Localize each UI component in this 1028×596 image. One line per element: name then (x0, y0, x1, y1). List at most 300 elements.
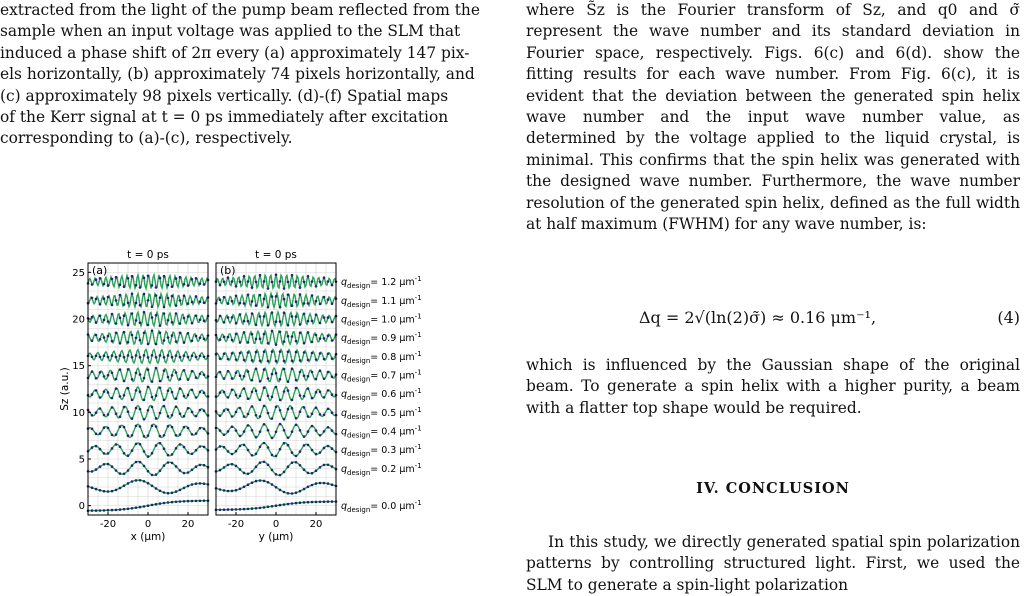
data-point (115, 299, 118, 302)
data-point (243, 331, 246, 334)
data-point (123, 331, 126, 334)
data-point (91, 356, 94, 359)
data-point (195, 277, 198, 280)
data-point (303, 302, 306, 305)
data-point (259, 461, 262, 464)
data-point (275, 320, 278, 323)
data-point (303, 395, 306, 398)
data-point (203, 409, 206, 412)
data-point (159, 435, 162, 438)
data-point (259, 294, 262, 297)
data-point (235, 489, 238, 492)
data-point (323, 414, 326, 417)
data-point (251, 333, 254, 336)
data-point (287, 324, 290, 327)
data-point (163, 312, 166, 315)
data-point (319, 369, 322, 372)
data-point (103, 297, 106, 300)
data-point (227, 450, 230, 453)
data-point (187, 485, 190, 488)
data-point (275, 386, 278, 389)
data-point (111, 354, 114, 357)
data-point (295, 491, 298, 494)
data-point (251, 470, 254, 473)
data-point (91, 297, 94, 300)
data-point (283, 442, 286, 445)
data-point (135, 407, 138, 410)
data-point (131, 399, 134, 402)
data-point (243, 359, 246, 362)
data-point (287, 293, 290, 296)
data-point (295, 417, 298, 420)
data-point (263, 461, 266, 464)
right-column-conclusion (526, 532, 1020, 596)
data-point (315, 453, 318, 456)
data-point (187, 407, 190, 410)
data-point (95, 377, 98, 380)
data-point (299, 394, 302, 397)
data-point (263, 506, 266, 509)
data-point (99, 277, 102, 280)
data-point (311, 294, 314, 297)
data-point (131, 312, 134, 315)
data-point (327, 389, 330, 392)
data-point (95, 355, 98, 358)
data-point (195, 295, 198, 298)
data-point (155, 314, 158, 317)
data-point (171, 453, 174, 456)
data-point (143, 293, 146, 296)
data-point (107, 509, 110, 512)
data-point (143, 435, 146, 438)
data-point (279, 409, 282, 412)
data-point (247, 413, 250, 416)
data-point (163, 502, 166, 505)
data-point (127, 341, 130, 344)
right-column (526, 0, 1020, 235)
data-point (279, 399, 282, 402)
data-point (191, 301, 194, 304)
data-point (107, 490, 110, 493)
data-point (147, 324, 150, 327)
data-point (307, 501, 310, 504)
data-point (103, 336, 106, 339)
data-point (203, 283, 206, 286)
data-point (163, 356, 166, 359)
data-point (183, 426, 186, 429)
y-axis-label: Sz (a.u.) (59, 367, 71, 411)
data-point (295, 351, 298, 354)
data-point (287, 408, 290, 411)
data-point (283, 491, 286, 494)
data-point (191, 500, 194, 503)
data-point (271, 437, 274, 440)
data-point (307, 387, 310, 390)
data-point (307, 472, 310, 475)
data-point (195, 314, 198, 317)
data-point (175, 312, 178, 315)
caption-line: induced a phase shift of 2π every (a) approximately 147 pix- (0, 43, 470, 62)
data-point (163, 275, 166, 278)
y-tick-label: 15 (72, 361, 85, 373)
data-point (287, 444, 290, 447)
data-point (119, 395, 122, 398)
data-point (327, 334, 330, 337)
data-point (127, 368, 130, 371)
data-point (131, 334, 134, 337)
data-point (315, 391, 318, 394)
data-point (155, 487, 158, 490)
data-point (95, 321, 98, 324)
data-point (303, 281, 306, 284)
data-point (295, 315, 298, 318)
data-point (299, 359, 302, 362)
data-point (167, 376, 170, 379)
data-point (327, 408, 330, 411)
data-point (227, 430, 230, 433)
data-point (199, 427, 202, 430)
data-point (223, 336, 226, 339)
data-point (311, 320, 314, 323)
data-point (167, 425, 170, 428)
data-point (151, 504, 154, 507)
data-point (239, 352, 242, 355)
data-point (275, 273, 278, 276)
data-point (319, 281, 322, 284)
data-point (111, 397, 114, 400)
data-point (303, 406, 306, 409)
data-point (219, 445, 222, 448)
data-point (195, 465, 198, 468)
data-point (115, 387, 118, 390)
data-point (255, 281, 258, 284)
data-point (271, 330, 274, 333)
data-point (195, 482, 198, 485)
data-point (179, 332, 182, 335)
data-point (227, 370, 230, 373)
data-point (287, 335, 290, 338)
data-point (235, 358, 238, 361)
data-point (255, 351, 258, 354)
series-label: $q_{design}= 0.8$ $\mu m^{-1}$ (341, 349, 422, 365)
data-point (219, 488, 222, 491)
data-point (259, 338, 262, 341)
data-point (235, 322, 238, 325)
data-point (183, 395, 186, 398)
data-point (267, 342, 270, 345)
data-point (323, 482, 326, 485)
data-point (155, 394, 158, 397)
data-point (331, 500, 334, 503)
data-point (315, 429, 318, 432)
data-point (271, 281, 274, 284)
data-point (99, 465, 102, 468)
data-point (295, 340, 298, 343)
data-point (111, 434, 114, 437)
data-point (219, 429, 222, 432)
data-point (151, 316, 154, 319)
caption-line: els horizontally, (b) approximately 74 pixels horizontally, and (0, 65, 475, 84)
spin-helix-plot (58, 243, 422, 553)
data-point (219, 338, 222, 341)
data-point (175, 490, 178, 493)
data-point (323, 358, 326, 361)
data-point (139, 425, 142, 428)
data-point (287, 492, 290, 495)
data-point (183, 283, 186, 286)
data-point (199, 482, 202, 485)
data-point (159, 277, 162, 280)
data-point (247, 508, 250, 511)
data-point (199, 500, 202, 503)
data-point (119, 368, 122, 371)
data-point (187, 394, 190, 397)
y-tick-label: 20 (72, 314, 85, 326)
data-point (183, 487, 186, 490)
data-point (287, 389, 290, 392)
data-point (311, 371, 314, 374)
data-point (295, 387, 298, 390)
data-point (271, 295, 274, 298)
data-point (187, 284, 190, 287)
data-point (235, 450, 238, 453)
data-point (311, 449, 314, 452)
data-point (219, 298, 222, 301)
data-point (187, 451, 190, 454)
data-point (307, 415, 310, 418)
data-point (243, 430, 246, 433)
data-point (311, 341, 314, 344)
data-point (255, 390, 258, 393)
data-point (227, 316, 230, 319)
data-point (151, 424, 154, 427)
series-label: $q_{design}= 1.1$ $\mu m^{-1}$ (341, 293, 422, 309)
x-axis-label: y (μm) (258, 531, 294, 543)
data-point (91, 446, 94, 449)
data-point (323, 378, 326, 381)
data-point (95, 298, 98, 301)
data-point (143, 311, 146, 314)
data-point (183, 341, 186, 344)
data-point (95, 278, 98, 281)
data-point (255, 466, 258, 469)
data-point (203, 391, 206, 394)
data-point (163, 434, 166, 437)
data-point (243, 508, 246, 511)
data-point (263, 368, 266, 371)
data-point (187, 427, 190, 430)
data-point (123, 426, 126, 429)
data-point (247, 280, 250, 283)
data-point (255, 304, 258, 307)
data-point (235, 333, 238, 336)
data-point (203, 374, 206, 377)
data-point (175, 465, 178, 468)
series-label: $q_{design}= 0.0$ $\mu m^{-1}$ (341, 499, 422, 515)
data-point (251, 312, 254, 315)
data-point (107, 374, 110, 377)
data-point (239, 488, 242, 491)
data-point (319, 482, 322, 485)
data-point (231, 463, 234, 466)
data-point (131, 449, 134, 452)
data-point (291, 399, 294, 402)
data-point (251, 286, 254, 289)
data-point (171, 356, 174, 359)
data-point (139, 339, 142, 342)
data-point (255, 324, 258, 327)
data-point (223, 353, 226, 356)
data-point (119, 415, 122, 418)
data-point (107, 335, 110, 338)
data-point (279, 378, 282, 381)
data-point (227, 358, 230, 361)
data-point (127, 454, 130, 457)
data-point (115, 322, 118, 325)
data-point (151, 485, 154, 488)
data-point (295, 280, 298, 283)
data-point (119, 472, 122, 475)
data-point (255, 453, 258, 456)
data-point (151, 406, 154, 409)
data-point (295, 300, 298, 303)
data-point (115, 469, 118, 472)
data-point (231, 425, 234, 428)
data-point (143, 399, 146, 402)
data-point (263, 423, 266, 426)
data-point (99, 489, 102, 492)
y-tick-label: 0 (78, 501, 85, 513)
data-point (183, 472, 186, 475)
data-point (171, 391, 174, 394)
data-point (115, 356, 118, 359)
data-point (155, 473, 158, 476)
caption-line: corresponding to (a)-(c), respectively. (0, 129, 293, 148)
data-point (179, 469, 182, 472)
data-point (199, 355, 202, 358)
data-point (159, 387, 162, 390)
data-point (167, 461, 170, 464)
data-point (103, 426, 106, 429)
data-point (231, 316, 234, 319)
data-point (199, 337, 202, 340)
data-point (311, 472, 314, 475)
data-point (99, 371, 102, 374)
data-point (263, 280, 266, 283)
data-point (147, 275, 150, 278)
data-point (175, 501, 178, 504)
data-point (223, 281, 226, 284)
data-point (123, 380, 126, 383)
data-point (263, 333, 266, 336)
data-point (287, 281, 290, 284)
data-point (203, 338, 206, 341)
data-point (303, 351, 306, 354)
data-point (179, 500, 182, 503)
data-point (203, 464, 206, 467)
data-point (155, 417, 158, 420)
data-point (259, 360, 262, 363)
figure-6ab (58, 243, 422, 557)
data-point (247, 320, 250, 323)
data-point (263, 298, 266, 301)
data-point (319, 352, 322, 355)
data-point (199, 445, 202, 448)
data-point (119, 342, 122, 345)
figure-caption (0, 0, 500, 150)
data-point (267, 464, 270, 467)
data-point (327, 445, 330, 448)
data-point (243, 472, 246, 475)
data-point (323, 337, 326, 340)
data-point (151, 284, 154, 287)
data-point (311, 397, 314, 400)
data-point (91, 283, 94, 286)
data-point (111, 447, 114, 450)
data-point (223, 391, 226, 394)
data-point (163, 405, 166, 408)
data-point (147, 409, 150, 412)
data-point (243, 415, 246, 418)
data-point (147, 343, 150, 346)
data-point (263, 351, 266, 354)
data-point (275, 372, 278, 375)
data-point (131, 378, 134, 381)
data-point (159, 469, 162, 472)
data-point (331, 483, 334, 486)
data-point (159, 380, 162, 383)
data-point (251, 379, 254, 382)
y-tick-label: 25 (72, 267, 85, 279)
data-point (167, 389, 170, 392)
data-point (195, 449, 198, 452)
data-point (159, 442, 162, 445)
data-point (99, 356, 102, 359)
data-point (235, 411, 238, 414)
data-point (203, 446, 206, 449)
data-point (235, 465, 238, 468)
data-point (175, 304, 178, 307)
data-point (255, 436, 258, 439)
data-point (155, 425, 158, 428)
data-point (271, 396, 274, 399)
data-point (283, 503, 286, 506)
data-point (115, 413, 118, 416)
data-point (183, 446, 186, 449)
data-point (191, 433, 194, 436)
data-point (267, 377, 270, 380)
data-point (195, 432, 198, 435)
data-point (147, 386, 150, 389)
data-point (287, 351, 290, 354)
data-point (283, 429, 286, 432)
data-point (303, 435, 306, 438)
data-point (231, 352, 234, 355)
data-point (203, 499, 206, 502)
data-point (199, 282, 202, 285)
x-tick-label: -20 (99, 519, 117, 530)
data-point (103, 463, 106, 466)
body-paragraph: where S̃z is the Fourier transform of Sz, and q0 and σ̃ represent the wave number and its standard deviation in Fourier space, respectively. Figs. 6(c) and 6(d). show the fitting results for each wave number. From Fig. 6(c), it is evident that the deviation between the generated spin helix wave number and the input wave number value, as determined by the voltage applied to the liquid crystal, is minimal. This confirms that the spin helix was generated with the designed wave number. Furthermore, the wave number resolution of the generated spin helix, defined as the full width at half maximum (FWHM) for any wave number, is: (526, 1, 1020, 234)
data-point (131, 434, 134, 437)
data-point (147, 434, 150, 437)
data-point (123, 484, 126, 487)
data-point (163, 464, 166, 467)
data-point (171, 426, 174, 429)
data-point (303, 501, 306, 504)
data-point (99, 314, 102, 317)
data-point (187, 332, 190, 335)
